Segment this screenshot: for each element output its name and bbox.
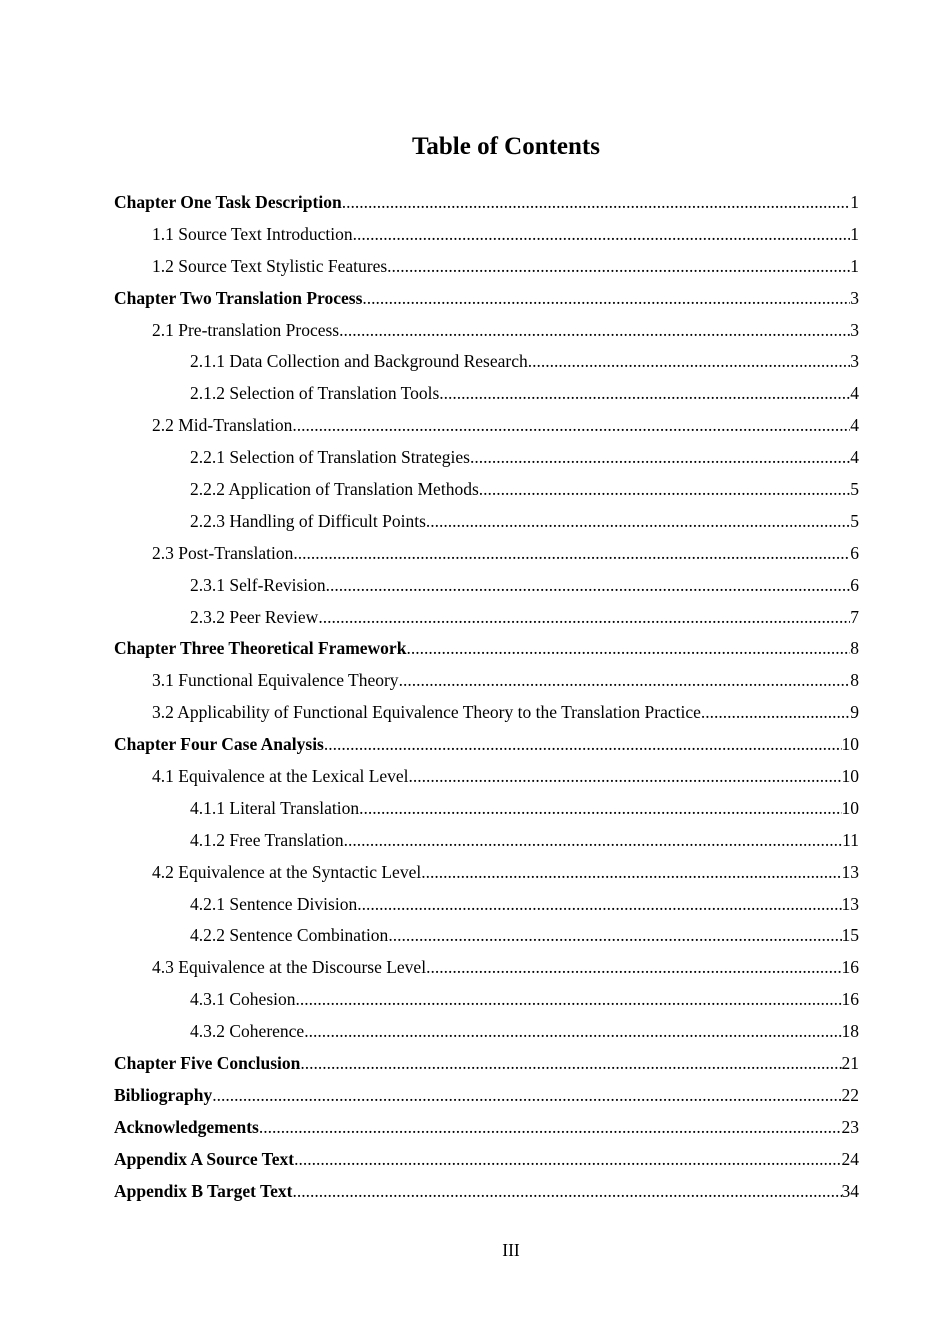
toc-dot-leader <box>399 665 851 697</box>
toc-entry[interactable] <box>114 761 859 793</box>
toc-dot-leader <box>426 952 841 984</box>
toc-entry[interactable] <box>114 570 859 602</box>
toc-entry-page-number: 5 <box>850 479 859 500</box>
toc-entry[interactable] <box>114 506 859 538</box>
toc-entry-title: 4.1.1 Literal Translation <box>190 797 360 818</box>
toc-entry-page-number: 16 <box>841 957 859 978</box>
page-number-footer: III <box>502 1240 520 1260</box>
toc-dot-leader <box>293 538 850 570</box>
toc-entry-title: 2.3.2 Peer Review <box>190 606 319 627</box>
toc-entry-page-number: 16 <box>841 989 859 1010</box>
toc-entry[interactable] <box>114 1016 859 1048</box>
toc-entry-title: Acknowledgements <box>114 1116 259 1137</box>
toc-entry[interactable] <box>114 187 859 219</box>
toc-entry[interactable] <box>114 952 859 984</box>
toc-entry-page-number: 10 <box>841 797 859 818</box>
toc-entry-title: Chapter Five Conclusion <box>114 1053 301 1074</box>
toc-entry-title: 3.1 Functional Equivalence Theory <box>152 670 399 691</box>
toc-dot-leader <box>318 602 850 634</box>
toc-entry-page-number: 1 <box>850 255 859 276</box>
toc-entry[interactable] <box>114 920 859 952</box>
toc-dot-leader <box>388 920 841 952</box>
toc-entry-page-number: 21 <box>841 1053 859 1074</box>
toc-entry[interactable] <box>114 1144 859 1176</box>
toc-entry-title: 2.1 Pre-translation Process <box>152 319 340 340</box>
toc-entry-page-number: 34 <box>841 1180 859 1201</box>
toc-entry[interactable] <box>114 315 859 347</box>
toc-dot-leader <box>362 283 850 315</box>
toc-entry-page-number: 10 <box>841 766 859 787</box>
toc-dot-leader <box>426 506 850 538</box>
toc-entry-page-number: 1 <box>850 192 859 212</box>
toc-entry-title: 4.2 Equivalence at the Syntactic Level <box>152 861 422 882</box>
toc-dot-leader <box>326 570 851 602</box>
toc-title: Table of Contents <box>412 133 600 160</box>
toc-entry-title: 1.2 Source Text Stylistic Features <box>152 255 388 276</box>
toc-entry[interactable] <box>114 442 859 474</box>
toc-entry-title: 2.3 Post-Translation <box>152 542 294 563</box>
toc-entry-page-number: 13 <box>841 893 859 914</box>
toc-entry-page-number: 13 <box>841 861 859 882</box>
toc-entry[interactable] <box>114 1176 859 1208</box>
toc-entry-title: 4.2.2 Sentence Combination <box>190 925 389 946</box>
toc-entry-page-number: 8 <box>850 670 859 691</box>
toc-entry-title: 4.1 Equivalence at the Lexical Level <box>152 766 409 787</box>
toc-entry[interactable] <box>114 825 859 857</box>
toc-entry[interactable] <box>114 729 859 761</box>
toc-entry-title: Appendix A Source Text <box>114 1148 295 1169</box>
toc-entry[interactable] <box>114 984 859 1016</box>
toc-entry-page-number: 11 <box>842 829 859 850</box>
toc-entry-page-number: 4 <box>850 415 859 436</box>
toc-entry-page-number: 9 <box>850 702 859 723</box>
toc-entry-title: Chapter Two Translation Process <box>114 287 363 308</box>
toc-entry-title: 4.1.2 Free Translation <box>190 829 344 850</box>
toc-dot-leader <box>259 1112 842 1144</box>
toc-entry-page-number: 22 <box>841 1084 859 1105</box>
toc-entry-page-number: 18 <box>841 1021 859 1042</box>
toc-entry-page-number: 7 <box>850 606 859 627</box>
toc-entry-page-number: 4 <box>850 383 859 404</box>
toc-entry[interactable] <box>114 1080 859 1112</box>
toc-entry-page-number: 4 <box>850 447 859 468</box>
toc-dot-leader <box>528 346 851 378</box>
toc-entry-page-number: 3 <box>850 287 859 308</box>
toc-entry-title: Bibliography <box>114 1084 213 1105</box>
toc-entry-title: Chapter One Task Description <box>114 192 342 212</box>
toc-dot-leader <box>470 442 850 474</box>
toc-entry[interactable] <box>114 410 859 442</box>
toc-dot-leader <box>387 251 850 283</box>
toc-dot-leader <box>479 474 851 506</box>
toc-entry-title: 2.2.1 Selection of Translation Strategies <box>190 447 470 468</box>
toc-dot-leader <box>409 761 842 793</box>
toc-entry-title: 2.2 Mid-Translation <box>152 415 293 436</box>
toc-entry-page-number: 3 <box>850 351 859 372</box>
toc-entry-page-number: 10 <box>841 734 859 755</box>
toc-dot-leader <box>342 187 851 219</box>
toc-dot-leader <box>421 857 841 889</box>
toc-entry-title: Chapter Four Case Analysis <box>114 734 324 755</box>
toc-dot-leader <box>294 1144 841 1176</box>
toc-entry-title: 3.2 Applicability of Functional Equivalence Theory to the Translation Practice <box>152 702 701 723</box>
toc-dot-leader <box>339 315 850 347</box>
toc-entry-title: 4.2.1 Sentence Division <box>190 893 358 914</box>
toc-entry-page-number: 3 <box>850 319 859 340</box>
toc-entry[interactable] <box>114 602 859 634</box>
toc-entry[interactable] <box>114 697 859 729</box>
toc-entry-page-number: 8 <box>850 638 859 659</box>
toc-entry-title: 2.3.1 Self-Revision <box>190 574 326 595</box>
toc-entry-page-number: 23 <box>841 1116 859 1137</box>
toc-entry[interactable] <box>114 857 859 889</box>
toc-dot-leader <box>344 825 843 857</box>
toc-dot-leader <box>357 889 841 921</box>
toc-dot-leader <box>701 697 850 729</box>
toc-entry-title: Appendix B Target Text <box>114 1180 293 1201</box>
toc-entry-title: 2.2.2 Application of Translation Methods <box>190 479 479 500</box>
toc-entry-title: Chapter Three Theoretical Framework <box>114 638 407 659</box>
toc-entry-title: 1.1 Source Text Introduction <box>152 223 353 244</box>
toc-dot-leader <box>439 378 850 410</box>
toc-entry[interactable] <box>114 283 859 315</box>
toc-entry-page-number: 15 <box>841 925 859 946</box>
toc-dot-leader <box>212 1080 841 1112</box>
toc-entry[interactable] <box>114 378 859 410</box>
toc-dot-leader <box>353 219 851 251</box>
toc-dot-leader <box>292 410 850 442</box>
toc-entry[interactable] <box>114 1112 859 1144</box>
toc-entry-title: 2.1.1 Data Collection and Background Research <box>190 351 528 372</box>
toc-dot-leader <box>300 1048 841 1080</box>
toc-entry[interactable] <box>114 346 859 378</box>
toc-entry[interactable] <box>114 665 859 697</box>
toc-entry[interactable] <box>114 474 859 506</box>
toc-entry[interactable] <box>114 1048 859 1080</box>
toc-dot-leader <box>406 633 850 665</box>
toc-dot-leader <box>324 729 842 761</box>
toc-entry-page-number: 24 <box>841 1148 859 1169</box>
toc-dot-leader <box>296 984 842 1016</box>
toc-dot-leader <box>359 793 841 825</box>
toc-entry[interactable] <box>114 889 859 921</box>
toc-entry[interactable] <box>114 251 859 283</box>
toc-entry-title: 4.3.1 Cohesion <box>190 989 296 1010</box>
toc-entry-page-number: 5 <box>850 510 859 531</box>
toc-list <box>114 187 859 1208</box>
toc-entry-page-number: 1 <box>850 223 859 244</box>
toc-entry[interactable] <box>114 219 859 251</box>
toc-dot-leader <box>304 1016 841 1048</box>
toc-entry[interactable] <box>114 793 859 825</box>
toc-dot-leader <box>292 1176 841 1208</box>
toc-entry-title: 2.2.3 Handling of Difficult Points <box>190 510 426 531</box>
toc-entry-title: 4.3.2 Coherence <box>190 1021 305 1042</box>
toc-entry-page-number: 6 <box>850 574 859 595</box>
toc-entry-title: 2.1.2 Selection of Translation Tools <box>190 383 440 404</box>
toc-entry-title: 4.3 Equivalence at the Discourse Level <box>152 957 427 978</box>
toc-entry[interactable] <box>114 633 859 665</box>
toc-entry-page-number: 6 <box>850 542 859 563</box>
toc-entry[interactable] <box>114 538 859 570</box>
